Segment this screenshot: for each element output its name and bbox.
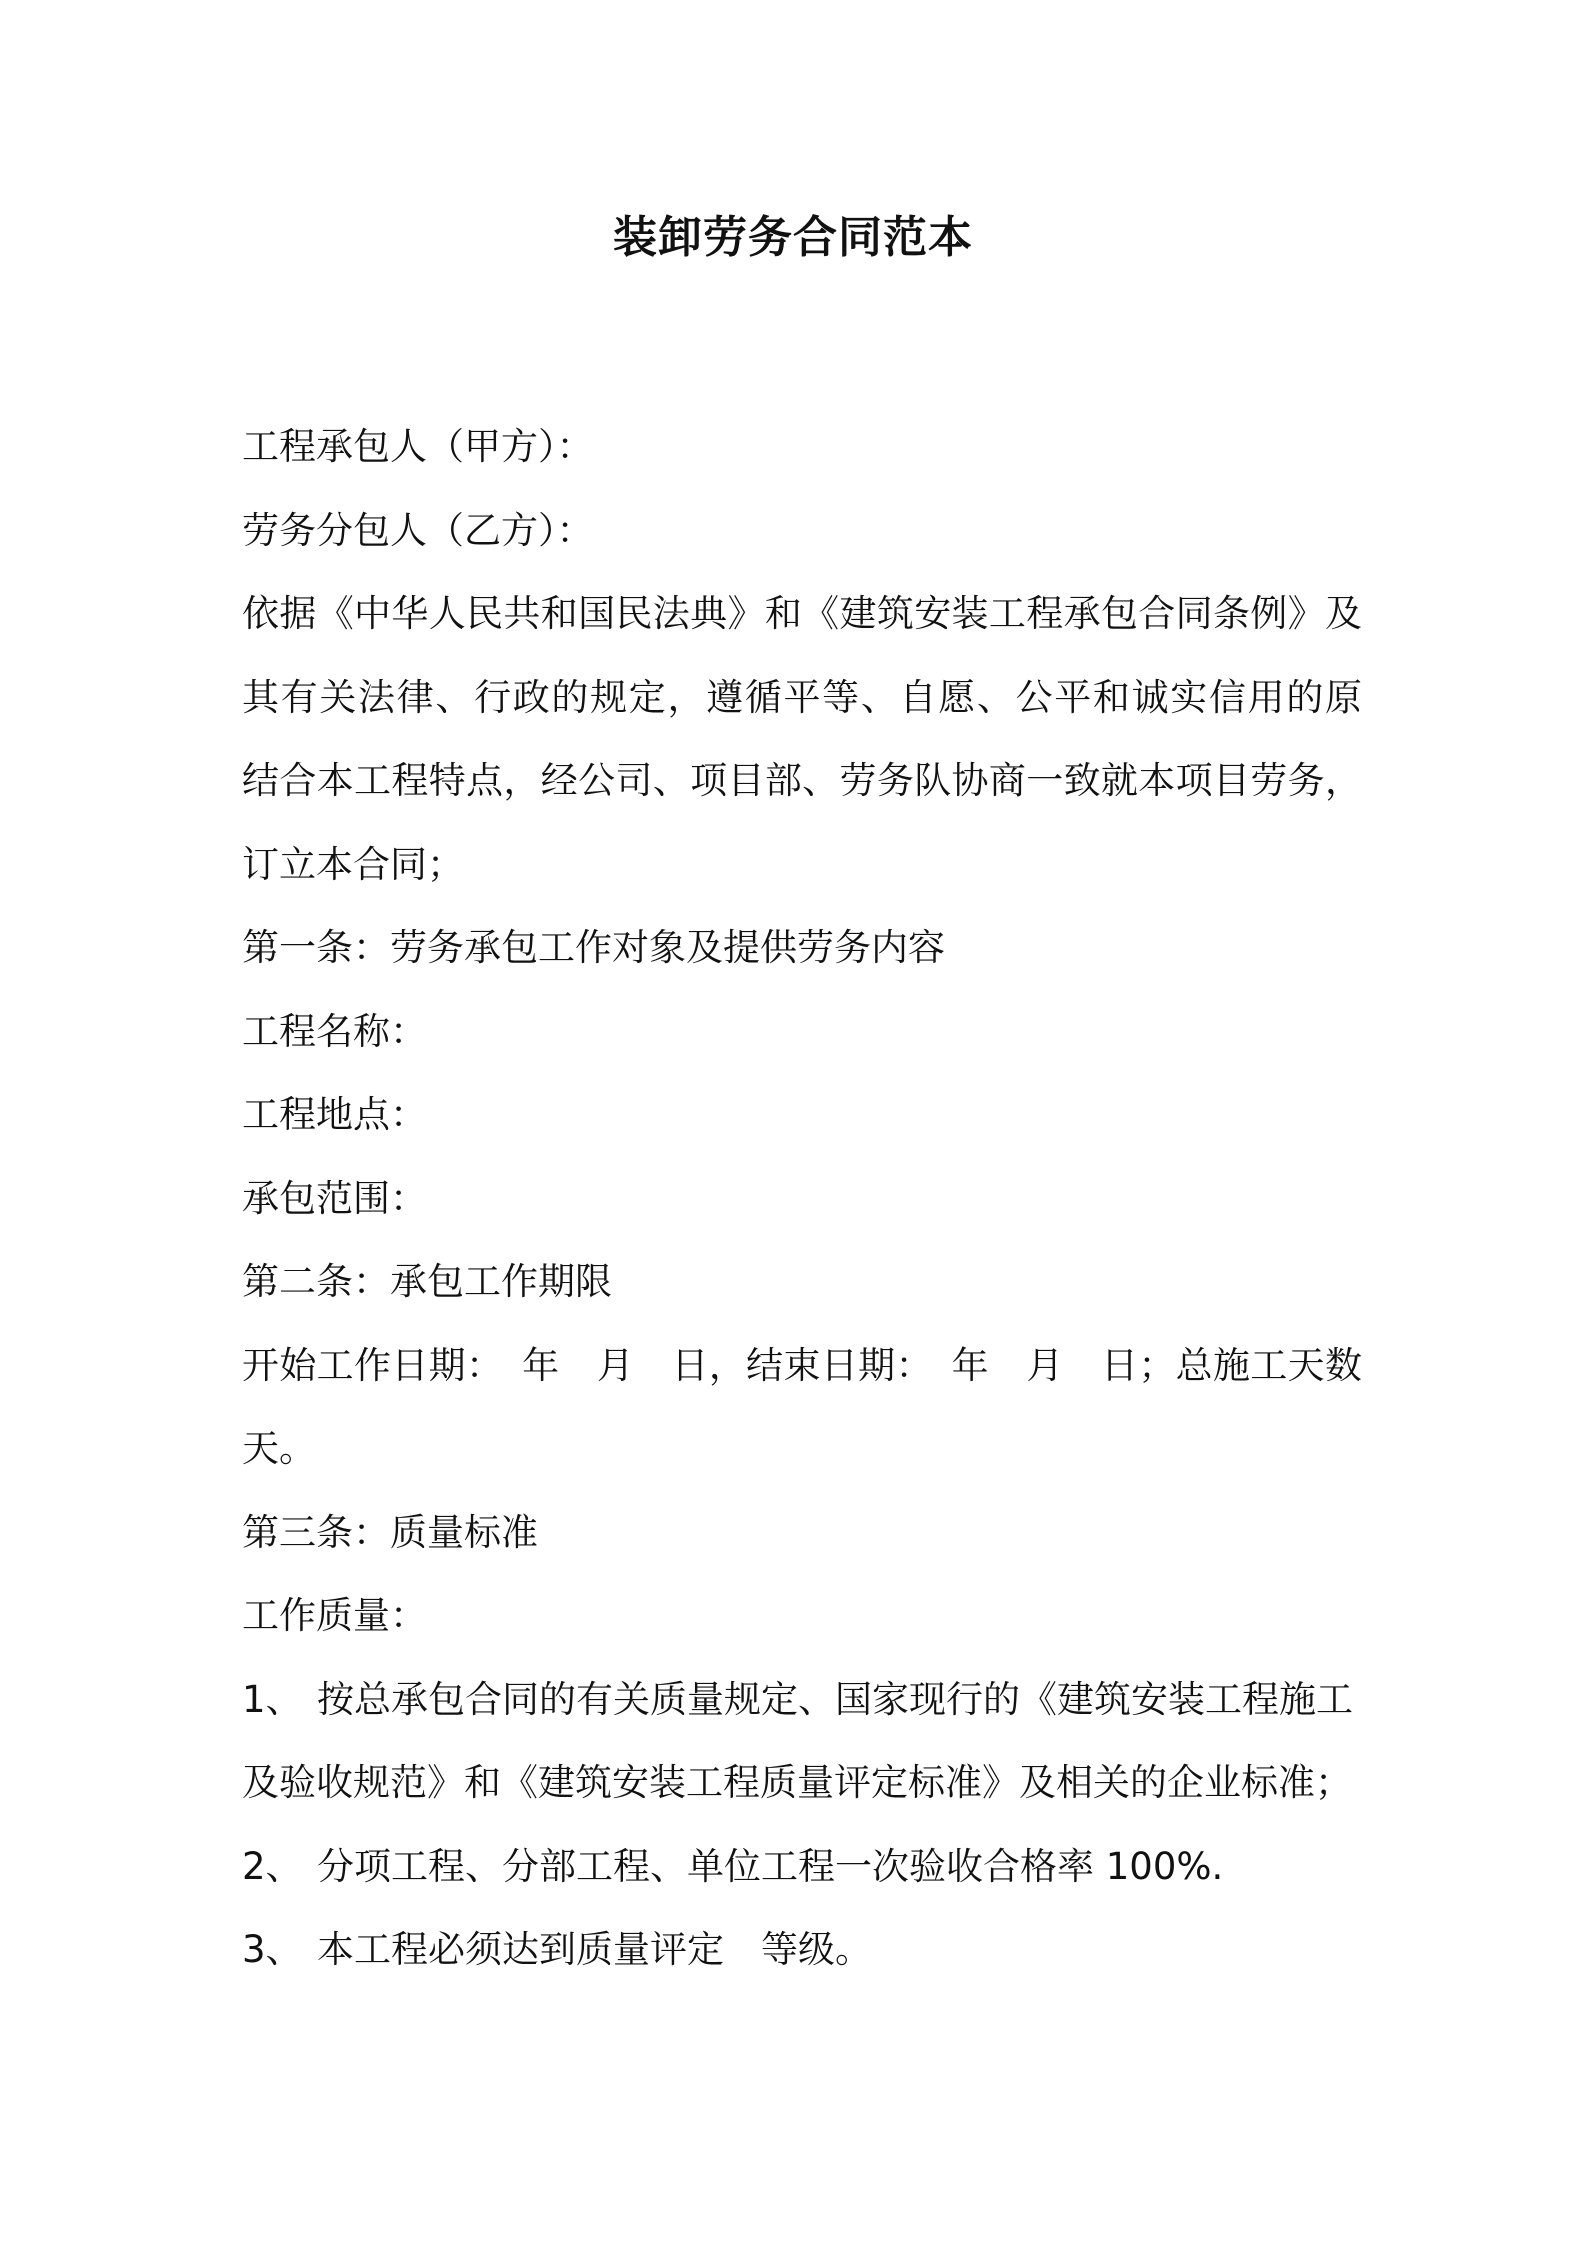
work-quality-line: 工作质量： <box>242 1594 427 1637</box>
list-item-1 <box>242 1658 1362 1742</box>
project-name-line: 工程名称： <box>242 1009 427 1053</box>
list-item-number: 3、 <box>242 1928 303 1971</box>
contract-scope-line: 承包范围： <box>242 1176 427 1220</box>
list-item-text: 及验收规范》和《建筑安装工程质量评定标准》及相关的企业标准； <box>242 1761 1352 1804</box>
work-period-line: 开始工作日期： 年 月 日，结束日期： 年 月 日；总施工天数 <box>242 1343 1362 1387</box>
list-item-number: 2、 <box>242 1844 303 1888</box>
document-body <box>242 405 1362 1992</box>
preamble-line-3: 结合本工程特点，经公司、项目部、劳务队协商一致就本项目劳务， <box>242 759 1362 802</box>
party-a-line: 工程承包人（甲方）： <box>242 425 594 468</box>
article-2-heading: 第二条：承包工作期限 <box>242 1260 612 1303</box>
project-location-line: 工程地点： <box>242 1093 427 1136</box>
list-item-text: 按总承包合同的有关质量规定、国家现行的《建筑安装工程施工 <box>317 1677 1353 1721</box>
list-item-3 <box>242 1908 1362 1992</box>
article-3-heading: 第三条：质量标准 <box>242 1510 538 1554</box>
work-period-days-line: 天。 <box>242 1427 316 1470</box>
list-item-text: 分项工程、分部工程、单位工程一次验收合格率 100%. <box>317 1844 1224 1888</box>
list-item-2 <box>242 1825 1362 1909</box>
party-b-line: 劳务分包人（乙方）： <box>242 508 594 552</box>
article-1-heading: 第一条：劳务承包工作对象及提供劳务内容 <box>242 926 945 969</box>
list-item-1-continued <box>242 1741 1362 1825</box>
document-title: 装卸劳务合同范本 <box>613 212 973 263</box>
preamble-line-4: 订立本合同； <box>242 842 464 886</box>
preamble-line-2: 其有关法律、行政的规定，遵循平等、自愿、公平和诚实信用的原 <box>242 675 1362 719</box>
preamble-line-1: 依据《中华人民共和国民法典》和《建筑安装工程承包合同条例》及 <box>242 592 1362 635</box>
list-item-number: 1、 <box>242 1677 303 1721</box>
list-item-text: 本工程必须达到质量评定 等级。 <box>317 1928 872 1971</box>
